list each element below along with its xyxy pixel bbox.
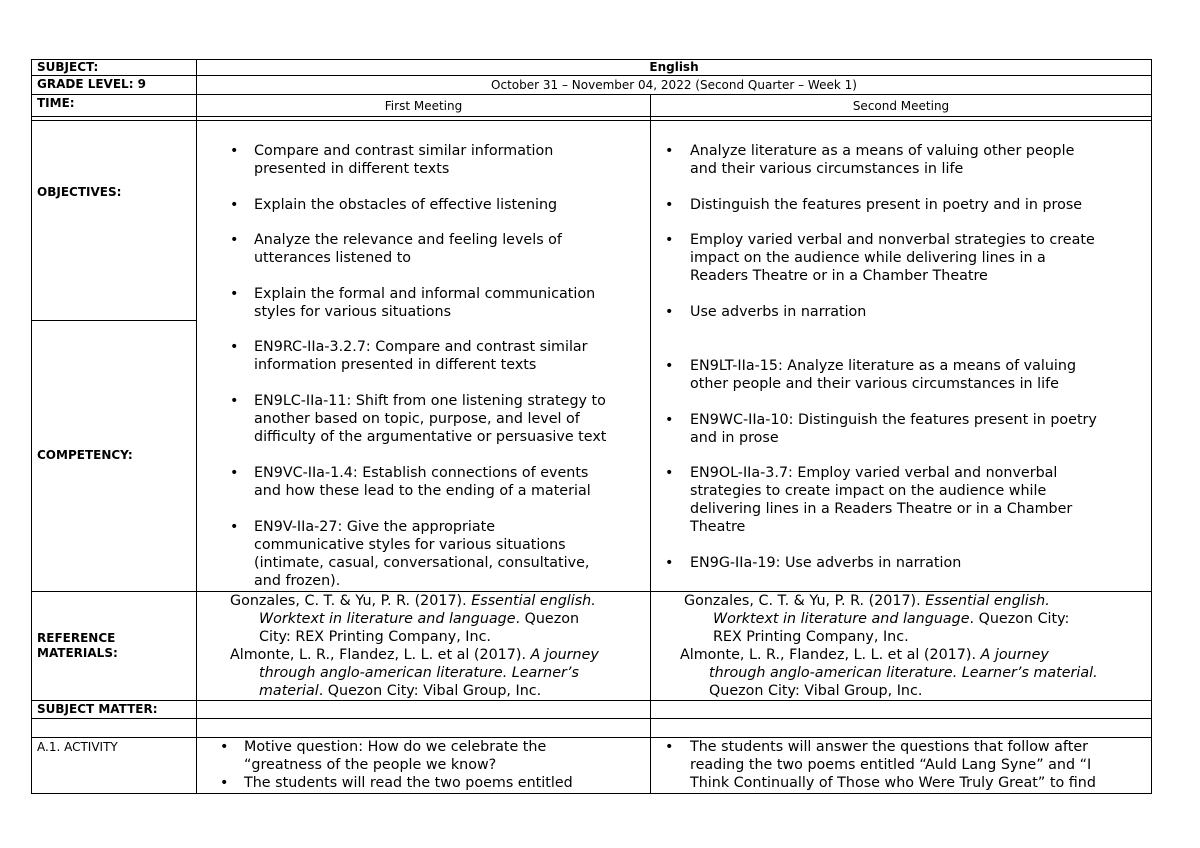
ref-title: A journey xyxy=(530,647,599,663)
list-item-line: EN9LC-IIa-11: Shift from one listening strategy to xyxy=(254,393,606,409)
list-item-line: Compare and contrast similar information xyxy=(254,143,554,159)
list-item-line: difficulty of the argumentative or persuasive text xyxy=(254,429,607,445)
row-line-time xyxy=(31,116,1152,117)
list-item-line: and how these lead to the ending of a material xyxy=(254,483,591,499)
subject-label: SUBJECT: xyxy=(37,60,99,74)
list-item-line: and frozen). xyxy=(254,573,341,589)
table-border-right xyxy=(1151,59,1152,793)
bullet-icon: • xyxy=(665,143,674,159)
ref-publisher: REX Printing Company, Inc. xyxy=(713,629,909,645)
bullet-icon: • xyxy=(220,775,229,791)
ref-tail: . Quezon City: xyxy=(969,611,1070,627)
ref-publisher: Quezon City: Vibal Group, Inc. xyxy=(709,683,923,699)
bullet-icon: • xyxy=(230,286,239,302)
label-column-divider xyxy=(196,59,197,793)
ref-title-cont: through anglo-american literature. Learner’s material. xyxy=(709,665,1098,681)
list-item-line: Theatre xyxy=(690,519,746,535)
ref-title: A journey xyxy=(980,647,1049,663)
bullet-icon: • xyxy=(665,232,674,248)
list-item-line: EN9VC-IIa-1.4: Establish connections of events xyxy=(254,465,589,481)
row-line-subject-matter xyxy=(31,718,1152,719)
bullet-icon: • xyxy=(230,393,239,409)
bullet-icon: • xyxy=(230,465,239,481)
bullet-icon: • xyxy=(665,197,674,213)
list-item-line: and their various circumstances in life xyxy=(690,161,964,177)
table-border-left xyxy=(31,59,32,793)
ref-author: Gonzales, C. T. & Yu, P. R. (2017). xyxy=(230,593,472,609)
bullet-icon: • xyxy=(665,358,674,374)
list-item-line: utterances listened to xyxy=(254,250,412,266)
list-item-line: Explain the obstacles of effective listening xyxy=(254,197,558,213)
time-label: TIME: xyxy=(37,96,75,110)
ref-title-cont: Worktext in literature and language xyxy=(713,611,970,627)
bullet-icon: • xyxy=(665,304,674,320)
table-border-bottom xyxy=(31,793,1152,794)
list-item-line: other people and their various circumstances in life xyxy=(690,376,1059,392)
list-item-line: “greatness of the people we know? xyxy=(244,757,497,773)
competency-label: COMPETENCY: xyxy=(37,448,133,462)
list-item-line: EN9OL-IIa-3.7: Employ varied verbal and nonverbal xyxy=(690,465,1058,481)
ref-title-end: material xyxy=(259,683,319,699)
bullet-icon: • xyxy=(665,465,674,481)
ref-title-cont: Worktext in literature and language xyxy=(259,611,516,627)
list-item-line: Analyze the relevance and feeling levels of xyxy=(254,232,562,248)
list-item-line: EN9WC-IIa-10: Distinguish the features present in poetry xyxy=(690,412,1097,428)
list-item-line: Distinguish the features present in poetry and in prose xyxy=(690,197,1083,213)
list-item-line: impact on the audience while delivering lines in a xyxy=(690,250,1046,266)
first-meeting-header: First Meeting xyxy=(384,99,463,113)
list-item-line: and in prose xyxy=(690,430,779,446)
ref-publisher: City: REX Printing Company, Inc. xyxy=(259,629,491,645)
list-item-line: presented in different texts xyxy=(254,161,450,177)
subject-matter-label: SUBJECT MATTER: xyxy=(37,702,158,716)
list-item-line: Explain the formal and informal communication xyxy=(254,286,596,302)
list-item-line: styles for various situations xyxy=(254,304,452,320)
bullet-icon: • xyxy=(665,412,674,428)
subject-value: English xyxy=(649,60,699,74)
ref-title-cont: through anglo-american literature. Learner’s xyxy=(259,665,579,681)
list-item-line: communicative styles for various situations xyxy=(254,537,566,553)
bullet-icon: • xyxy=(665,555,674,571)
list-item-line: EN9G-IIa-19: Use adverbs in narration xyxy=(690,555,962,571)
list-item-line: information presented in different texts xyxy=(254,357,537,373)
bullet-icon: • xyxy=(230,197,239,213)
list-item-line: The students will answer the questions that follow after xyxy=(690,739,1088,755)
list-item-line: delivering lines in a Readers Theatre or in a Chamber xyxy=(690,501,1073,517)
bullet-icon: • xyxy=(665,739,674,755)
row-line-grade xyxy=(31,94,1152,95)
bullet-icon: • xyxy=(230,339,239,355)
list-item-line: Motive question: How do we celebrate the xyxy=(244,739,547,755)
list-item-line: The students will read the two poems entitled xyxy=(244,775,573,791)
second-meeting-header: Second Meeting xyxy=(852,99,950,113)
list-item-line: reading the two poems entitled “Auld Lang Syne” and “I xyxy=(690,757,1092,773)
activity-label: A.1. ACTIVITY xyxy=(37,740,118,754)
list-item-line: Readers Theatre or in a Chamber Theatre xyxy=(690,268,988,284)
bullet-icon: • xyxy=(230,232,239,248)
list-item-line: Analyze literature as a means of valuing other people xyxy=(690,143,1075,159)
list-item-line: Employ varied verbal and nonverbal strategies to create xyxy=(690,232,1095,248)
row-line-objectives-label xyxy=(31,320,197,321)
bullet-icon: • xyxy=(220,739,229,755)
ref-publisher: . Quezon City: Vibal Group, Inc. xyxy=(318,683,542,699)
list-item-line: EN9LT-IIa-15: Analyze literature as a means of valuing xyxy=(690,358,1077,374)
list-item-line: EN9V-IIa-27: Give the appropriate xyxy=(254,519,496,535)
objectives-label: OBJECTIVES: xyxy=(37,185,122,199)
references-label-line1: REFERENCE xyxy=(37,631,116,645)
grade-level-label: GRADE LEVEL: 9 xyxy=(37,77,147,91)
ref-title: Essential english. xyxy=(471,593,596,609)
list-item-line: (intimate, casual, conversational, consultative, xyxy=(254,555,590,571)
list-item-line: EN9RC-IIa-3.2.7: Compare and contrast similar xyxy=(254,339,588,355)
list-item-line: Think Continually of Those who Were Truly Great” to find xyxy=(690,775,1096,791)
references-label-line2: MATERIALS: xyxy=(37,646,118,660)
list-item-line: strategies to create impact on the audience while xyxy=(690,483,1047,499)
row-line-time-double xyxy=(31,120,1152,121)
ref-tail: . Quezon xyxy=(515,611,580,627)
row-line-references xyxy=(31,700,1152,701)
ref-author: Gonzales, C. T. & Yu, P. R. (2017). xyxy=(684,593,926,609)
list-item-line: another based on topic, purpose, and level of xyxy=(254,411,580,427)
ref-author: Almonte, L. R., Flandez, L. L. et al (2017). xyxy=(230,647,531,663)
bullet-icon: • xyxy=(230,519,239,535)
row-line-subject xyxy=(31,75,1152,76)
list-item-line: Use adverbs in narration xyxy=(690,304,867,320)
meeting-column-divider xyxy=(650,94,651,793)
ref-author: Almonte, L. R., Flandez, L. L. et al (2017). xyxy=(680,647,981,663)
bullet-icon: • xyxy=(230,143,239,159)
ref-title: Essential english. xyxy=(925,593,1050,609)
grade-level-value: October 31 – November 04, 2022 (Second Quarter – Week 1) xyxy=(491,78,857,92)
